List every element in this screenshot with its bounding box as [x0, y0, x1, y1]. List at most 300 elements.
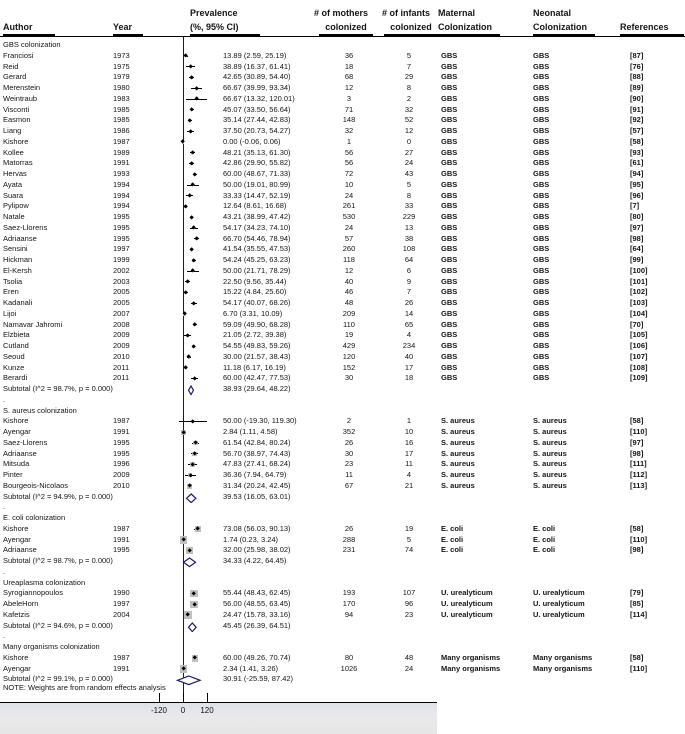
neonatal-organism-cell: GBS [533, 158, 550, 168]
mothers-count-cell: 40 [344, 276, 354, 286]
infants-count-cell: 38 [404, 233, 414, 243]
reference-cell: [61] [630, 158, 644, 168]
infants-count-cell: 17 [404, 448, 414, 458]
effect-marker [184, 290, 189, 295]
reference-cell: [107] [630, 351, 648, 361]
table-row [0, 470, 685, 481]
year-cell: 2002 [113, 265, 130, 275]
mothers-count-cell: 72 [344, 169, 354, 178]
author-cell: Tsolia [3, 276, 23, 286]
maternal-organism-cell: GBS [441, 169, 458, 178]
mothers-count-cell: 19 [344, 330, 354, 340]
neonatal-organism-cell: GBS [533, 190, 550, 200]
reference-cell: [58] [630, 416, 644, 426]
year-cell: 1991 [113, 427, 130, 436]
ci-cell: 13.89 (2.59, 25.19) [223, 50, 287, 60]
section-separator-dot: . [3, 631, 6, 641]
neonatal-organism-cell: GBS [533, 330, 550, 340]
neonatal-organism-cell: E. coli [533, 523, 556, 533]
reference-cell: [96] [630, 190, 644, 200]
infants-count-cell: 108 [402, 244, 416, 254]
author-cell: Matorras [3, 158, 33, 168]
subtotal-ci-cell: 34.33 (4.22, 64.45) [223, 556, 287, 565]
col-header-maternal-line1: Maternal [438, 8, 476, 18]
year-cell: 1983 [113, 93, 130, 103]
mothers-count-cell: 94 [344, 609, 354, 619]
infants-count-cell: 11 [405, 459, 413, 469]
mothers-count-cell: 46 [344, 287, 354, 297]
mothers-count-cell: 24 [344, 222, 354, 232]
table-row [0, 556, 685, 567]
neonatal-organism-cell: GBS [533, 362, 550, 372]
neonatal-organism-cell: GBS [533, 201, 550, 211]
maternal-organism-cell: GBS [441, 233, 458, 243]
table-row [0, 148, 685, 159]
ci-cell: 66.67 (13.32, 120.01) [223, 93, 295, 103]
maternal-organism-cell: S. aureus [441, 459, 475, 469]
infants-count-cell: 234 [402, 341, 416, 350]
maternal-organism-cell: GBS [441, 276, 458, 286]
neonatal-organism-cell: S. aureus [533, 437, 567, 447]
table-row [0, 298, 685, 309]
reference-cell: [98] [630, 233, 644, 243]
ci-cell: 60.00 (42.47, 77.53) [223, 373, 291, 383]
author-cell: Hickman [3, 255, 33, 264]
table-row [0, 481, 685, 492]
reference-cell: [98] [630, 545, 644, 555]
table-row [0, 320, 685, 331]
author-cell: Pylipow [3, 201, 29, 211]
ci-cell: 11.18 (6.17, 16.19) [223, 362, 286, 372]
reference-cell: [104] [630, 308, 648, 318]
ci-cell: 43.21 (38.99, 47.42) [223, 212, 291, 221]
effect-marker [191, 183, 196, 188]
year-cell: 2010 [113, 480, 130, 490]
neonatal-organism-cell: GBS [533, 222, 550, 232]
x-axis-tick-label: -120 [150, 706, 168, 715]
neonatal-organism-cell: GBS [533, 341, 550, 350]
ci-cell: 50.00 (21.71, 78.29) [223, 265, 291, 275]
maternal-organism-cell: S. aureus [441, 448, 475, 458]
effect-marker [189, 215, 194, 220]
effect-marker [190, 150, 195, 155]
section-separator-dot: . [3, 502, 6, 512]
mothers-count-cell: 352 [342, 427, 356, 436]
mothers-count-cell: 170 [342, 599, 356, 608]
x-axis-tick-label: 120 [200, 706, 214, 715]
reference-cell: [58] [630, 652, 644, 662]
infants-count-cell: 7 [406, 61, 412, 71]
neonatal-organism-cell: GBS [533, 93, 550, 103]
reference-cell: [91] [630, 104, 644, 114]
year-cell: 1994 [113, 190, 130, 200]
maternal-organism-cell: GBS [441, 93, 458, 103]
year-cell: 2009 [113, 330, 130, 340]
table-row [0, 330, 685, 341]
subtotal-ci-cell: 38.93 (29.64, 48.22) [223, 384, 291, 393]
reference-cell: [85] [630, 599, 644, 608]
maternal-organism-cell: GBS [441, 136, 458, 146]
maternal-organism-cell: GBS [441, 147, 458, 157]
table-row [0, 588, 685, 599]
author-cell: Eren [3, 287, 19, 297]
author-cell: Reid [3, 61, 19, 71]
maternal-organism-cell: GBS [441, 373, 458, 383]
table-row [0, 449, 685, 460]
neonatal-organism-cell: GBS [533, 287, 550, 297]
ci-cell: 35.14 (27.44, 42.83) [223, 115, 291, 125]
infants-count-cell: 19 [404, 523, 414, 533]
author-cell: Weintraub [3, 93, 38, 103]
reference-cell: [110] [630, 427, 648, 436]
table-row [0, 72, 685, 83]
reference-cell: [95] [630, 179, 644, 189]
table-row [0, 545, 685, 556]
table-row [0, 51, 685, 62]
ci-cell: 1.74 (0.23, 3.24) [223, 534, 279, 544]
col-header-neonatal-line1: Neonatal [533, 8, 572, 18]
subtotal-label: Subtotal (I^2 = 94.6%, p = 0.000) [3, 620, 113, 630]
maternal-organism-cell: S. aureus [441, 480, 475, 490]
mothers-count-cell: 26 [344, 437, 354, 447]
ci-cell: 55.44 (48.43, 62.45) [223, 588, 291, 598]
author-cell: Saez-Llorens [3, 437, 48, 447]
mothers-count-cell: 71 [344, 104, 354, 114]
infants-count-cell: 0 [406, 136, 412, 146]
effect-marker [194, 97, 199, 102]
maternal-organism-cell: Many organisms [441, 652, 501, 662]
reference-cell: [88] [630, 72, 644, 82]
infants-count-cell: 16 [404, 437, 414, 447]
year-cell: 1985 [113, 115, 130, 125]
col-header-infants-line1: # of infants [382, 8, 431, 18]
neonatal-organism-cell: GBS [533, 265, 550, 275]
reference-cell: [97] [630, 222, 644, 232]
mothers-count-cell: 530 [342, 212, 356, 221]
year-cell: 1985 [113, 104, 130, 114]
year-cell: 1991 [113, 158, 130, 168]
reference-cell: [79] [630, 588, 644, 598]
table-row [0, 427, 685, 438]
reference-cell: [113] [630, 480, 648, 490]
infants-count-cell: 2 [406, 93, 412, 103]
ci-cell: 6.70 (3.31, 10.09) [223, 308, 283, 318]
maternal-organism-cell: E. coli [441, 534, 464, 544]
infants-count-cell: 4 [406, 330, 412, 340]
table-row [0, 352, 685, 363]
infants-count-cell: 17 [404, 362, 414, 372]
neonatal-organism-cell: E. coli [533, 545, 556, 555]
infants-count-cell: 24 [404, 663, 414, 673]
ci-cell: 38.89 (16.37, 61.41) [223, 61, 291, 71]
year-cell: 1991 [113, 663, 130, 673]
year-cell: 1995 [113, 448, 130, 458]
year-cell: 1996 [113, 459, 130, 469]
infants-count-cell: 96 [404, 599, 414, 608]
neonatal-organism-cell: S. aureus [533, 459, 567, 469]
author-cell: El-Kersh [3, 265, 32, 275]
table-row [0, 94, 685, 105]
table-row [0, 535, 685, 546]
ci-cell: 48.21 (35.13, 61.30) [223, 147, 291, 157]
table-row [0, 621, 685, 632]
effect-marker [187, 193, 192, 198]
year-cell: 1987 [113, 136, 130, 146]
infants-count-cell: 229 [402, 212, 416, 221]
maternal-organism-cell: U. urealyticum [441, 599, 493, 608]
infants-count-cell: 107 [402, 588, 416, 598]
effect-marker [189, 161, 194, 166]
subtotal-ci-cell: 30.91 (-25.59, 87.42) [223, 674, 294, 684]
author-cell: Adriaanse [3, 545, 37, 555]
neonatal-organism-cell: S. aureus [533, 427, 567, 436]
infants-count-cell: 18 [404, 373, 414, 383]
neonatal-organism-cell: U. urealyticum [533, 588, 585, 598]
year-cell: 1987 [113, 652, 130, 662]
maternal-organism-cell: GBS [441, 201, 458, 211]
author-cell: Ayata [3, 179, 23, 189]
section-label: Ureaplasma colonization [3, 577, 86, 587]
ci-cell: 2.84 (1.11, 4.58) [223, 427, 278, 436]
table-row [0, 83, 685, 94]
neonatal-organism-cell: GBS [533, 255, 550, 264]
neonatal-organism-cell: S. aureus [533, 448, 567, 458]
table-row [0, 578, 685, 589]
mothers-count-cell: 24 [344, 190, 354, 200]
reference-cell: [7] [630, 201, 640, 211]
neonatal-organism-cell: GBS [533, 126, 550, 135]
effect-marker [189, 75, 194, 80]
effect-marker [194, 236, 199, 241]
author-cell: Sensini [3, 244, 28, 254]
reference-cell: [93] [630, 147, 644, 157]
maternal-organism-cell: S. aureus [441, 470, 475, 479]
neonatal-organism-cell: GBS [533, 179, 550, 189]
effect-marker [188, 129, 193, 134]
ci-cell: 24.47 (15.78, 33.16) [223, 609, 291, 619]
mothers-count-cell: 32 [344, 126, 354, 135]
author-cell: Pinter [3, 470, 23, 479]
ci-cell: 36.36 (7.94, 64.79) [223, 470, 287, 479]
table-row [0, 244, 685, 255]
neonatal-organism-cell: Many organisms [533, 663, 593, 673]
mothers-count-cell: 67 [344, 480, 354, 490]
year-cell: 1995 [113, 222, 130, 232]
section-separator-dot: . [3, 566, 6, 576]
author-cell: Kishore [3, 523, 29, 533]
year-cell: 1990 [113, 588, 130, 598]
mothers-count-cell: 56 [344, 147, 354, 157]
ci-cell: 54.17 (34.23, 74.10) [223, 222, 291, 232]
note-text: NOTE: Weights are from random effects analysis [3, 683, 166, 692]
table-row [0, 212, 685, 223]
table-row [0, 266, 685, 277]
table-row [0, 459, 685, 470]
mothers-count-cell: 193 [342, 588, 356, 598]
infants-count-cell: 14 [404, 308, 414, 318]
effect-marker [183, 365, 188, 370]
maternal-organism-cell: S. aureus [441, 427, 475, 436]
maternal-organism-cell: GBS [441, 330, 458, 340]
mothers-count-cell: 209 [342, 308, 356, 318]
col-header-author: Author [3, 21, 55, 36]
ci-cell: 47.83 (27.41, 68.24) [223, 459, 291, 469]
infants-count-cell: 13 [404, 222, 414, 232]
year-cell: 1975 [113, 61, 130, 71]
author-cell: Hervas [3, 169, 27, 178]
year-cell: 2009 [113, 470, 130, 479]
table-row [0, 416, 685, 427]
table-row [0, 502, 685, 513]
neonatal-organism-cell: GBS [533, 373, 550, 383]
table-row [0, 40, 685, 51]
ci-cell: 60.00 (48.67, 71.33) [223, 169, 291, 178]
maternal-organism-cell: GBS [441, 158, 458, 168]
maternal-organism-cell: GBS [441, 255, 458, 264]
author-cell: Suara [3, 190, 24, 200]
reference-cell: [57] [630, 126, 644, 135]
year-cell: 2009 [113, 341, 130, 350]
mothers-count-cell: 1026 [340, 663, 358, 673]
reference-cell: [76] [630, 61, 644, 71]
author-cell: Syrogiannopoulos [3, 588, 64, 598]
ci-cell: 59.09 (49.90, 68.28) [223, 319, 291, 329]
maternal-organism-cell: U. urealyticum [441, 588, 493, 598]
reference-cell: [111] [630, 459, 647, 469]
infants-count-cell: 5 [406, 179, 412, 189]
reference-cell: [80] [630, 212, 644, 221]
mothers-count-cell: 12 [344, 83, 354, 92]
ci-cell: 30.00 (21.57, 38.43) [223, 351, 291, 361]
infants-count-cell: 43 [404, 169, 414, 178]
infants-count-cell: 21 [404, 480, 414, 490]
table-row [0, 191, 685, 202]
year-cell: 1993 [113, 169, 130, 178]
reference-cell: [94] [630, 169, 644, 178]
table-row [0, 62, 685, 73]
subtotal-diamond [176, 675, 202, 686]
table-row [0, 223, 685, 234]
neonatal-organism-cell: GBS [533, 298, 550, 307]
col-header-references: References [620, 21, 684, 36]
neonatal-organism-cell: GBS [533, 308, 550, 318]
col-header-neonatal-line2: Colonization [533, 21, 595, 36]
table-row [0, 631, 685, 642]
infants-count-cell: 23 [404, 609, 414, 619]
reference-cell: [58] [630, 523, 644, 533]
subtotal-ci-cell: 39.53 (16.05, 63.01) [223, 491, 291, 501]
ci-cell: 54.17 (40.07, 68.26) [223, 298, 291, 307]
effect-marker [191, 301, 196, 306]
effect-marker [194, 86, 199, 91]
maternal-organism-cell: GBS [441, 244, 458, 254]
year-cell: 1995 [113, 545, 130, 555]
neonatal-organism-cell: GBS [533, 276, 550, 286]
ci-cell: 50.00 (19.01, 80.99) [223, 179, 291, 189]
mothers-count-cell: 68 [344, 72, 354, 82]
year-cell: 2011 [113, 373, 130, 383]
effect-marker [185, 279, 190, 284]
subtotal-label: Subtotal (I^2 = 94.9%, p = 0.000) [3, 491, 113, 501]
infants-count-cell: 5 [406, 534, 412, 544]
maternal-organism-cell: GBS [441, 61, 458, 71]
infants-count-cell: 48 [404, 652, 414, 662]
effect-marker [183, 54, 188, 59]
author-cell: Saez-Llorens [3, 222, 48, 232]
infants-count-cell: 4 [406, 470, 412, 479]
maternal-organism-cell: U. urealyticum [441, 609, 493, 619]
ci-cell: 45.07 (33.50, 56.64) [223, 104, 291, 114]
table-row [0, 373, 685, 384]
reference-cell: [100] [630, 265, 648, 275]
author-cell: Ayengar [3, 663, 31, 673]
effect-marker [183, 204, 188, 209]
mothers-count-cell: 11 [345, 470, 353, 479]
ci-cell: 73.08 (56.03, 90.13) [223, 523, 291, 533]
infants-count-cell: 8 [406, 190, 412, 200]
table-row [0, 524, 685, 535]
mothers-count-cell: 110 [343, 319, 355, 329]
table-row [0, 169, 685, 180]
year-cell: 1994 [113, 179, 130, 189]
maternal-organism-cell: E. coli [441, 523, 464, 533]
year-cell: 2005 [113, 298, 130, 307]
maternal-organism-cell: GBS [441, 190, 458, 200]
year-cell: 1995 [113, 233, 130, 243]
x-axis-tick [159, 693, 160, 702]
year-cell: 2004 [113, 609, 130, 619]
neonatal-organism-cell: E. coli [533, 534, 556, 544]
header-rule [0, 36, 685, 37]
table-row [0, 363, 685, 374]
author-cell: Gerard [3, 72, 27, 82]
maternal-organism-cell: GBS [441, 83, 458, 92]
table-row [0, 277, 685, 288]
ci-cell: 22.50 (9.56, 35.44) [223, 276, 287, 286]
table-row [0, 287, 685, 298]
author-cell: AbeleHorn [3, 599, 39, 608]
col-header-maternal-line2: Colonization [438, 21, 500, 36]
ci-cell: 56.70 (38.97, 74.43) [223, 448, 291, 458]
neonatal-organism-cell: GBS [533, 136, 550, 146]
mothers-count-cell: 10 [344, 179, 354, 189]
effect-marker [188, 64, 193, 69]
mothers-count-cell: 261 [342, 201, 356, 211]
year-cell: 1989 [113, 147, 130, 157]
maternal-organism-cell: GBS [441, 341, 458, 350]
effect-marker [181, 140, 186, 145]
infants-count-cell: 64 [404, 255, 414, 264]
year-cell: 1995 [113, 212, 130, 221]
author-cell: Kishore [3, 652, 29, 662]
section-label: S. aureus colonization [3, 405, 77, 415]
section-label: Many organisms colonization [3, 642, 100, 651]
year-cell: 1980 [113, 83, 130, 92]
maternal-organism-cell: GBS [441, 351, 458, 361]
maternal-organism-cell: GBS [441, 104, 458, 114]
neonatal-organism-cell: GBS [533, 72, 550, 82]
table-row [0, 234, 685, 245]
ci-cell: 66.67 (39.99, 93.34) [223, 83, 291, 92]
author-cell: Seoud [3, 351, 25, 361]
ci-cell: 41.54 (35.55, 47.53) [223, 244, 291, 254]
x-axis-tick [207, 693, 208, 702]
reference-cell: [110] [630, 534, 648, 544]
year-cell: 1979 [113, 72, 130, 82]
effect-marker [191, 258, 196, 263]
table-row [0, 395, 685, 406]
ci-cell: 2.34 (1.41, 3.26) [223, 663, 279, 673]
